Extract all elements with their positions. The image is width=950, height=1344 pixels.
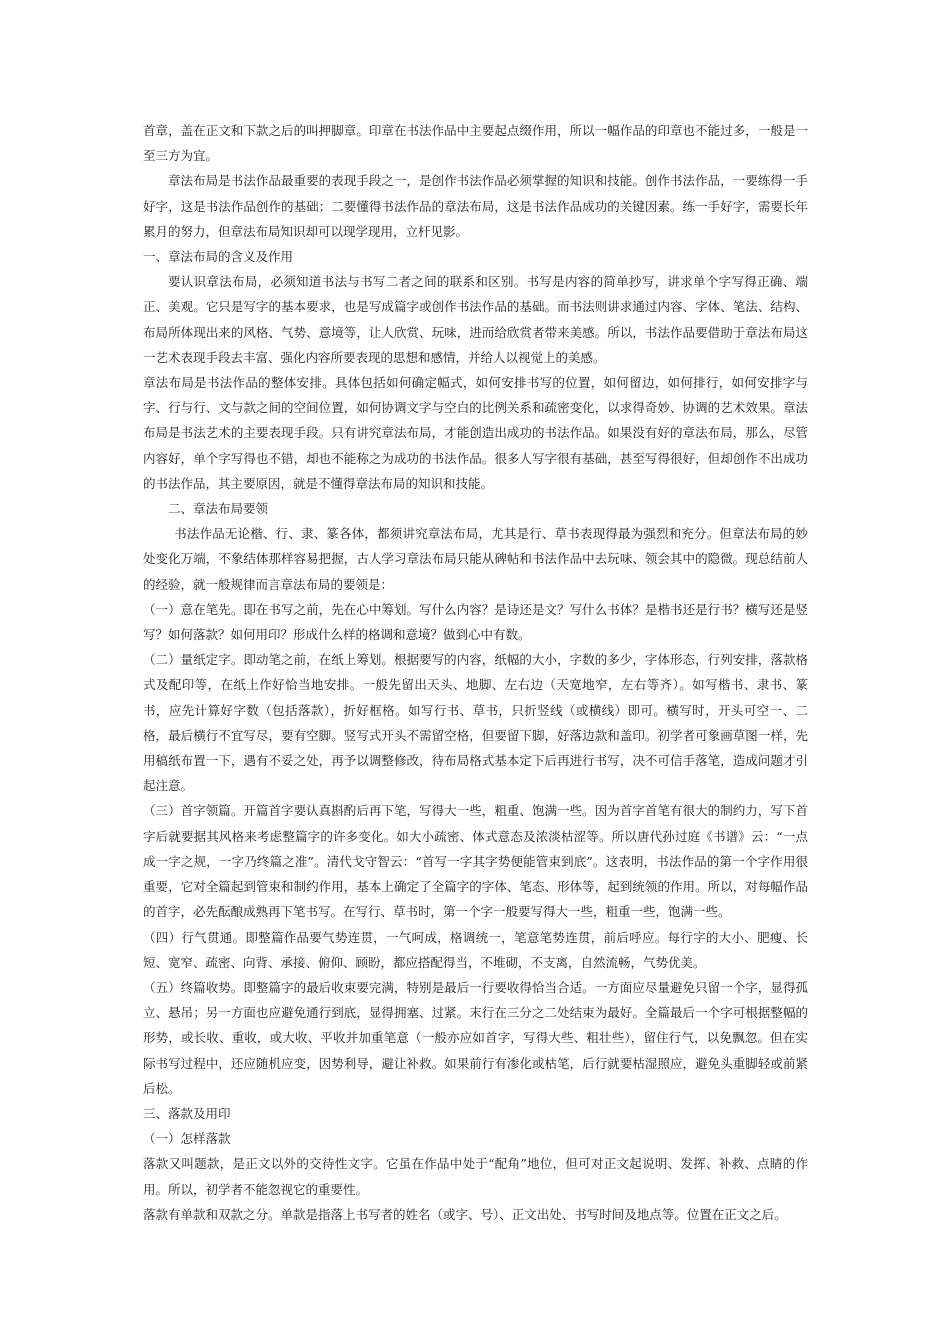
paragraph-point-3: （三）首字领篇。开篇首字要认真斟酌后再下笔，写得大一些，粗重、饱满一些。因为首字首笔有很大的制约力，写下首字后就要据其风格来考虑整篇字的许多变化。如大小疏密、体式意态及浓淡枯涩等。所以唐代孙过庭《书谱》云：“一点成一字之规，一字乃终篇之准”。清代戈守智云：“首写一字其字势便能管束到底”。这表明，书法作品的第一个字作用很重要，它对全篇起到管束和制约作用，基本上确定了全篇字的字体、笔态、形体等，起到统领的作用。所以，对每幅作品的首字，必先酝酿成熟再下笔书写。在写行、草书时，第一个字一般要写得大一些，粗重一些，饱满一些。: [143, 803, 808, 920]
paragraph-seal-placement: 首章，盖在正文和下款之后的叫押脚章。印章在书法作品中主要起点缀作用，所以一幅作品的印章也不能过多，一般是一至三方为宜。: [143, 123, 808, 164]
paragraph-single-double: 落款有单款和双款之分。单款是指落上书写者的姓名（或字、号）、正文出处、书写时间及地点等。位置在正文之后。: [143, 1206, 787, 1222]
paragraph-intro: 章法布局是书法作品最重要的表现手段之一，是创作书法作品必须掌握的知识和技能。创作书法作品，一要练得一手好字，这是书法作品创作的基础；二要懂得书法作品的章法布局，这是书法作品成功的关键因素。练一手好字，需要长年累月的努力，但章法布局知识却可以现学现用，立杆见影。: [143, 173, 808, 239]
section-heading-essentials: 二、章法布局要领: [168, 501, 269, 517]
paragraph-point-1: （一）意在笔先。即在书写之前，先在心中筹划。写什么内容？是诗还是文？写什么书体？是楷书还是行书？横写还是竖写？如何落款？如何用印？形成什么样的格调和意境？做到心中有数。: [143, 601, 808, 643]
paragraph-point-4: （四）行气贯通。即整篇作品要气势连贯，一气呵成，格调统一，笔意笔势连贯，前后呼应。每行字的大小、肥瘦、长短、宽窄、疏密、向背、承接、俯仰、顾盼，都应搭配得当，不堆砌，不支离，自然流畅，气势优美。: [143, 929, 808, 970]
paragraph-point-5: （五）终篇收势。即整篇字的最后收束要完满，特别是最后一行要收得恰当合适。一方面应尽量避免只留一个字，显得孤立、悬吊；另一方面也应避免通行到底，显得拥塞、过紧。末行在三分之二处结束为最好。全篇最后一个字可根据整幅的形势，或长收、重收，或大收、平收并加重笔意（一般亦应如首字，写得大些、粗壮些），留住行气，以免飘忽。但在实际书写过程中，还应随机应变，因势利导，避让补救。如果前行有渗化或枯笔，后行就要枯湿照应，避免头重脚轻或前紧后松。: [143, 979, 808, 1096]
section-heading-inscription: 三、落款及用印: [143, 1105, 231, 1121]
document-body: [143, 118, 808, 1227]
paragraph-point-2: （二）量纸定字。即动笔之前，在纸上筹划。根据要写的内容，纸幅的大小，字数的多少，字体形态，行列安排，落款格式及配印等，在纸上作好恰当地安排。一般先留出天头、地脚、左右边（天宽地窄，左右等齐）。如写楷书、隶书、篆书，应先计算好字数（包括落款），折好框格。如写行书、草书，只折竖线（或横线）即可。横写时，开头可空一、二格，最后横行不宜写尽，要有空脚。竖写式开头不需留空格，但要留下脚，好落边款和盖印。初学者可象画草图一样，先用稿纸布置一下，遇有不妥之处，再予以调整修改，待布局格式基本定下后再进行书写，决不可信手落笔，造成问题才引起注意。: [143, 652, 808, 794]
paragraph-writing-vs-calligraphy: 要认识章法布局，必须知道书法与书写二者之间的联系和区别。书写是内容的简单抄写，讲求单个字写得正确、端正、美观。它只是写字的基本要求，也是写成篇字或创作书法作品的基础。而书法则讲求通过内容、字体、笔法、结构、布局所体现出来的风格、气势、意境等，让人欣赏、玩味，进而给欣赏者带来美感。所以，书法作品要借助于章法布局这一艺术表现手段去丰富、强化内容所要表现的思想和感情，并给人以视觉上的美感。: [143, 274, 808, 365]
subheading-how-to-inscribe: （一）怎样落款: [143, 1131, 231, 1147]
paragraph-essentials-intro: 书法作品无论楷、行、隶、篆各体，都须讲究章法布局，尤其是行、草书表现得最为强烈和充分。但章法布局的妙处变化万端，不象结体那样容易把握，古人学习章法布局只能从碑帖和书法作品中去玩味、领会其中的隐微。现总结前人的经验，就一般规律而言章法布局的要领是：: [143, 526, 808, 592]
paragraph-inscription-def: 落款又叫题款，是正文以外的交待性文字。它虽在作品中处于“配角”地位，但可对正文起说明、发挥、补救、点睛的作用。所以，初学者不能忽视它的重要性。: [143, 1156, 808, 1197]
section-heading-meaning: 一、章法布局的含义及作用: [143, 249, 294, 265]
paragraph-overall-arrangement: 章法布局是书法作品的整体安排。具体包括如何确定幅式，如何安排书写的位置，如何留边，如何排行，如何安排字与字、行与行、文与款之间的空间位置，如何协调文字与空白的比例关系和疏密变化，以求得奇妙、协调的艺术效果。章法布局是书法艺术的主要表现手段。只有讲究章法布局，才能创造出成功的书法作品。如果没有好的章法布局，那么，尽管内容好，单个字写得也不错，却也不能称之为成功的书法作品。很多人写字很有基础，甚至写得很好，但却创作不出成功的书法作品，其主要原因，就是不懂得章法布局的知识和技能。: [143, 375, 808, 491]
